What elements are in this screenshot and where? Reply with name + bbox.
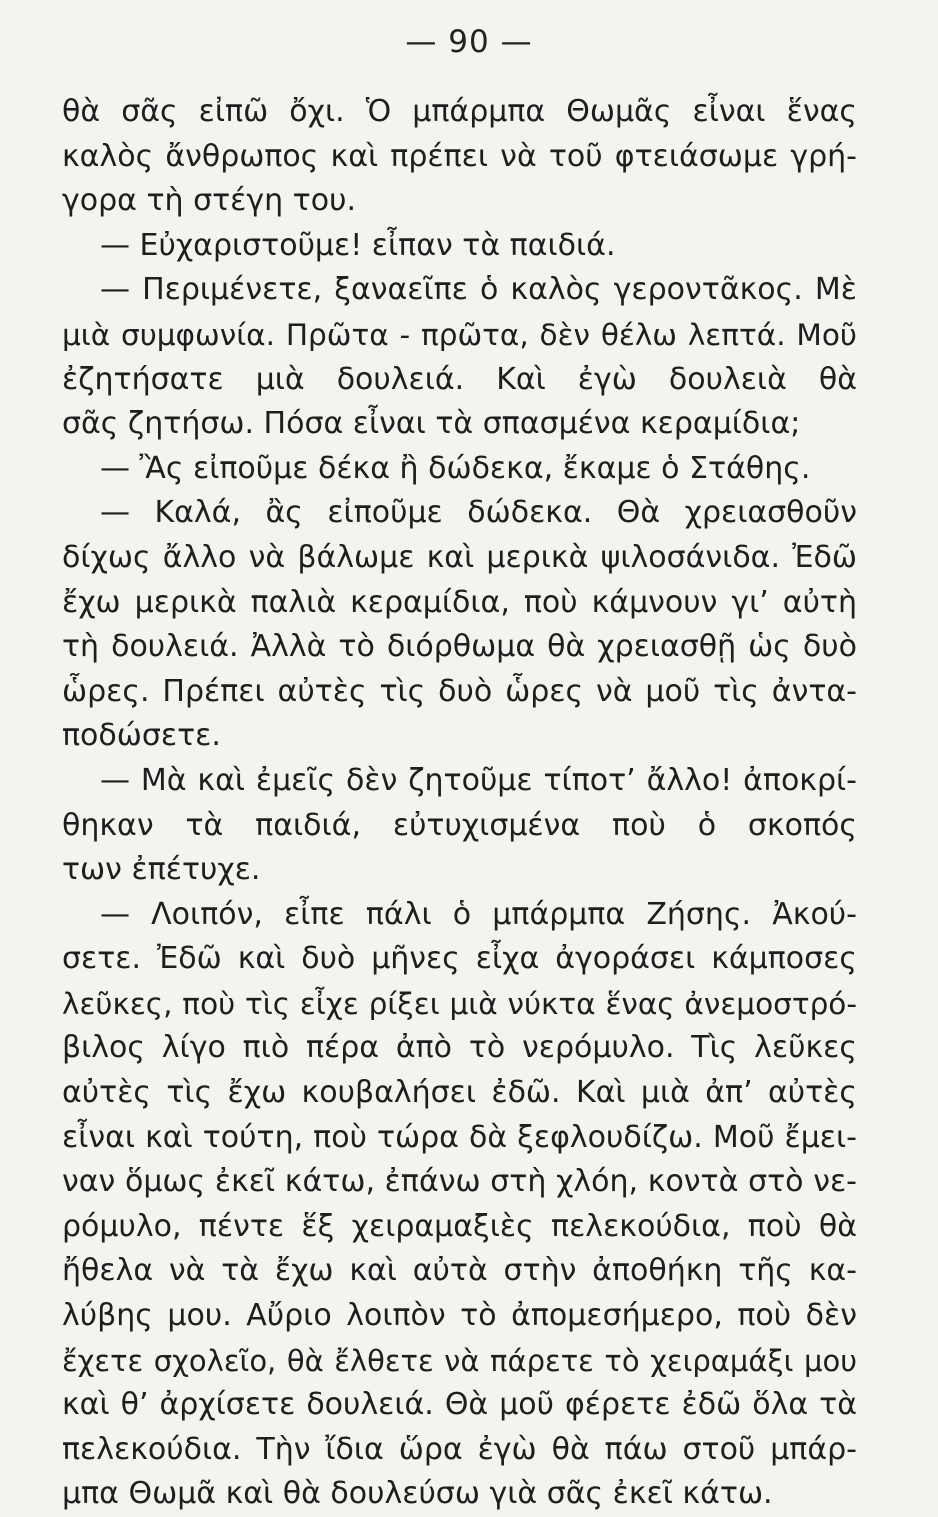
text-line: — Καλά, ἂς εἰποῦμε δώδεκα. Θὰ χρειασθοῦν — [100, 495, 857, 531]
text-line: — Ἂς εἰποῦμε δέκα ἢ δώδεκα, ἔκαμε ὁ Στάθης. — [100, 450, 811, 486]
page-number: — 90 — — [405, 24, 533, 60]
text-line: ποδώσετε. — [62, 718, 221, 754]
text-line: ναν ὅμως ἐκεῖ κάτω, ἐπάνω στὴ χλόη, κοντὰ στὸ νε- — [62, 1164, 857, 1200]
text-line: — Μὰ καὶ ἐμεῖς δὲν ζητοῦμε τίποτ’ ἄλλο! ἀποκρί- — [100, 762, 857, 798]
page-text — [62, 90, 857, 1517]
text-line: ἤθελα νὰ τὰ ἔχω καὶ αὐτὰ στὴν ἀποθήκη τῆς κα- — [62, 1253, 857, 1289]
text-line: σετε. Ἐδῶ καὶ δυὸ μῆνες εἶχα ἀγοράσει κάμποσες — [62, 941, 857, 977]
text-line: αὐτὲς τὶς ἔχω κουβαλήσει ἐδῶ. Καὶ μιὰ ἀπ’ αὐτὲς — [62, 1075, 857, 1111]
text-line: καλὸς ἄνθρωπος καὶ πρέπει νὰ τοῦ φτειάσωμε γρή- — [62, 138, 857, 174]
text-line: θὰ σᾶς εἰπῶ ὄχι. Ὁ μπάρμπα Θωμᾶς εἶναι ἕνας — [62, 94, 857, 129]
text-line: ἔχω μερικὰ παλιὰ κεραμίδια, ποὺ κάμνουν γι’ αὐτὴ — [62, 584, 857, 620]
text-line: γορα τὴ στέγη του. — [62, 183, 356, 219]
text-line: βιλος λίγο πιὸ πέρα ἀπὸ τὸ νερόμυλο. Τὶς λεῦκες — [62, 1030, 857, 1066]
text-line: — Περιμένετε, ξαναεῖπε ὁ καλὸς γεροντᾶκος. Μὲ — [100, 272, 857, 308]
text-line: ρόμυλο, πέντε ἕξ χειραμαξιὲς πελεκούδια, ποὺ θὰ — [62, 1208, 857, 1244]
text-line: θηκαν τὰ παιδιά, εὐτυχισμένα ποὺ ὁ σκοπός — [62, 807, 857, 843]
text-line: σᾶς ζητήσω. Πόσα εἶναι τὰ σπασμένα κεραμίδια; — [62, 406, 801, 442]
text-line: καὶ θ’ ἀρχίσετε δουλειά. Θὰ μοῦ φέρετε ἐδῶ ὅλα τὰ — [62, 1387, 857, 1423]
text-line: των ἐπέτυχε. — [62, 852, 261, 888]
text-line: εἶναι καὶ τούτη, ποὺ τώρα δὰ ξεφλουδίζω. Μοῦ ἔμει- — [62, 1119, 857, 1155]
text-line: δίχως ἄλλο νὰ βάλωμε καὶ μερικὰ ψιλοσάνιδα. Ἐδῶ — [62, 539, 857, 575]
text-line: — Εὐχαριστοῦμε! εἶπαν τὰ παιδιά. — [100, 227, 616, 263]
text-line: ἔχετε σχολεῖο, θὰ ἔλθετε νὰ πάρετε τὸ χειραμάξι μου — [62, 1343, 857, 1378]
text-line: ὧρες. Πρέπει αὐτὲς τὶς δυὸ ὧρες νὰ μοῦ τὶς ἀντα- — [62, 673, 857, 709]
text-line: λεῦκες, ποὺ τὶς εἶχε ρίξει μιὰ νύκτα ἕνας ἀνεμοστρό- — [62, 986, 857, 1021]
text-line: πελεκούδια. Τὴν ἴδια ὥρα ἐγὼ θὰ πάω στοῦ μπάρ- — [62, 1431, 857, 1467]
text-line: ἐζητήσατε μιὰ δουλειά. Καὶ ἐγὼ δουλειὰ θὰ — [62, 361, 857, 397]
text-line: λύβης μου. Αὔριο λοιπὸν τὸ ἀπομεσήμερο, ποὺ δὲν — [62, 1298, 857, 1334]
text-line: τὴ δουλειά. Ἀλλὰ τὸ διόρθωμα θὰ χρειασθῇ ὡς δυὸ — [62, 629, 857, 665]
text-line: μπα Θωμᾶ καὶ θὰ δουλεύσω γιὰ σᾶς ἐκεῖ κάτω. — [62, 1476, 773, 1512]
text-line: — Λοιπόν, εἶπε πάλι ὁ μπάρμπα Ζήσης. Ἀκού- — [100, 896, 857, 932]
text-line: μιὰ συμφωνία. Πρῶτα - πρῶτα, δὲν θέλω λεπτά. Μοῦ — [62, 317, 857, 352]
